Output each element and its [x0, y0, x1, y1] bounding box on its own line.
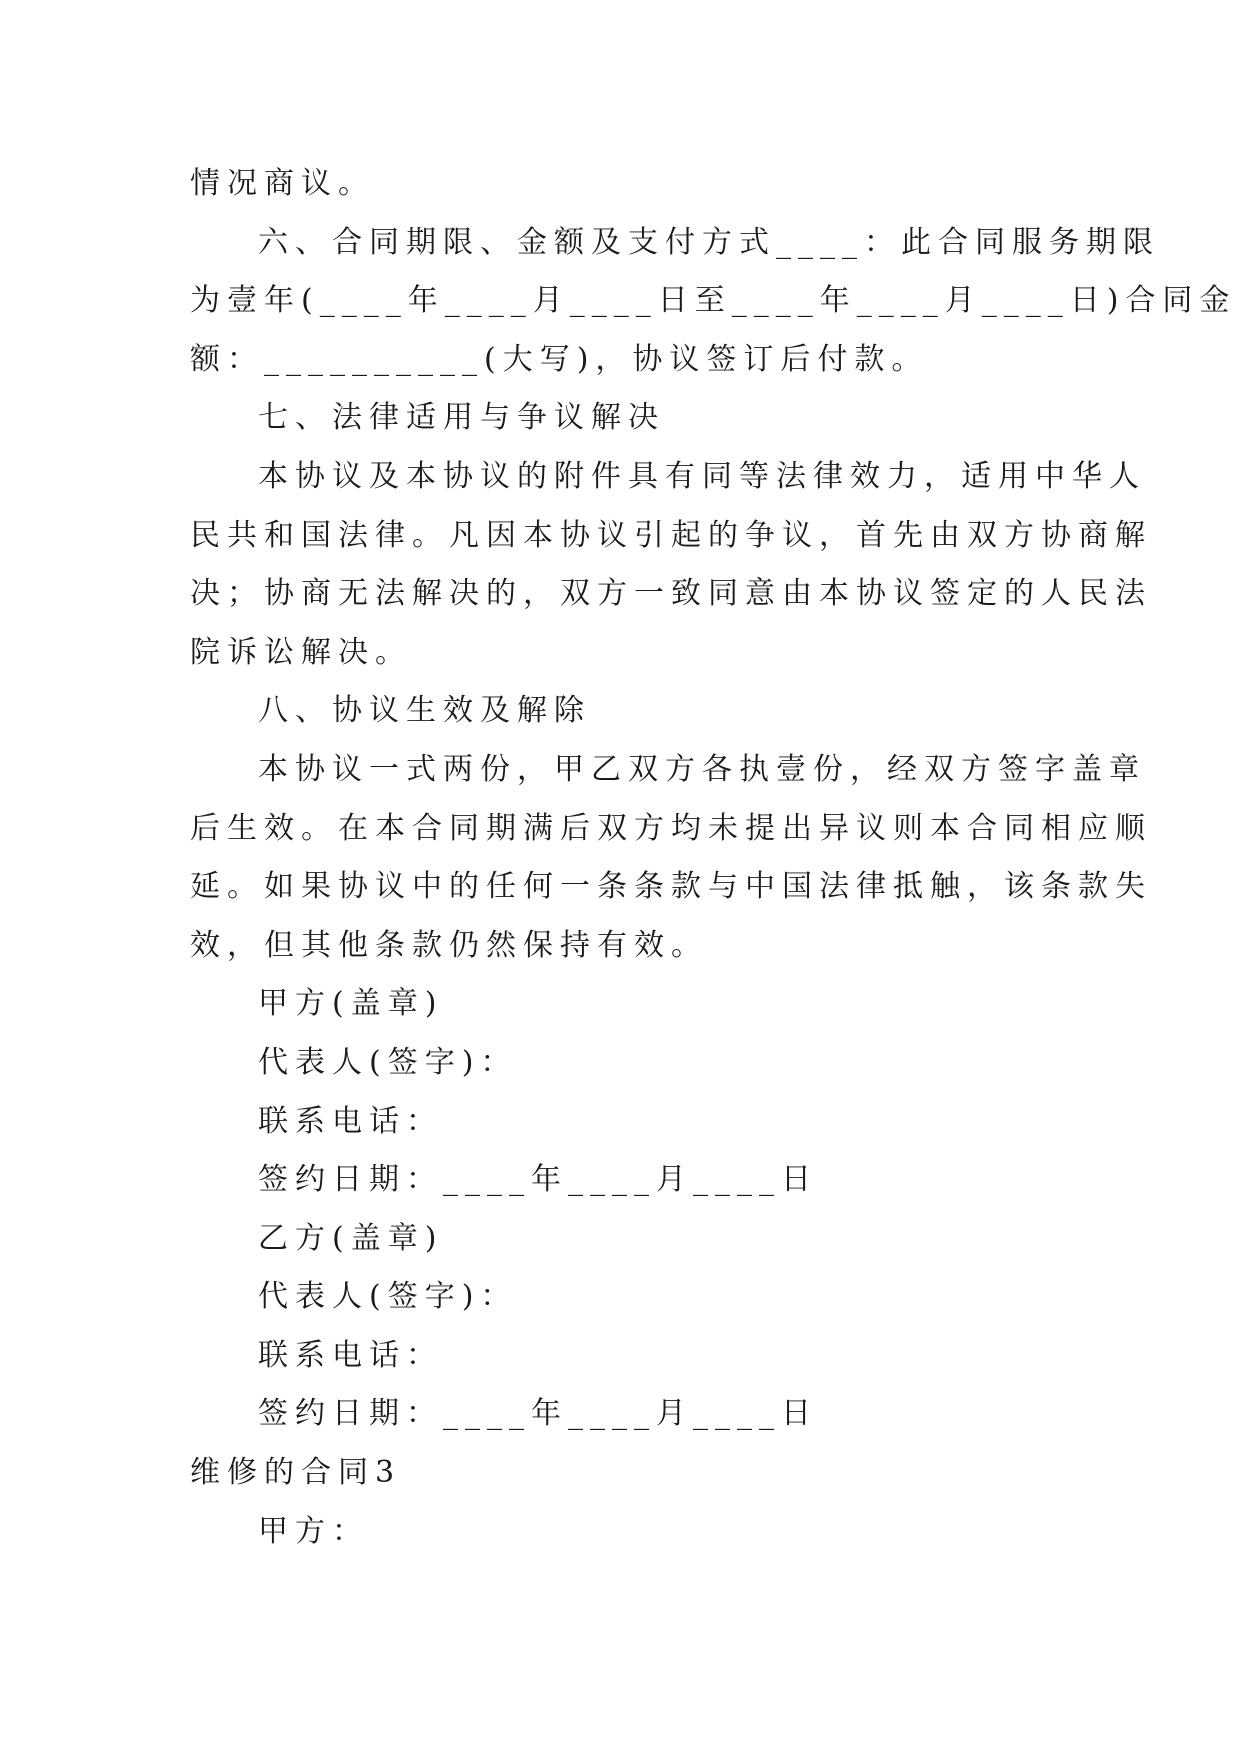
party-b-sign-date: 签约日期：____年____月____日: [258, 1396, 818, 1432]
party-b-representative: 代表人(签字)：: [258, 1279, 518, 1315]
party-a-label: 甲方：: [258, 1513, 369, 1549]
text-line: 六、合同期限、金额及支付方式____：此合同服务期限: [258, 224, 1160, 260]
text-line: 决；协商无法解决的，双方一致同意由本协议签定的人民法: [190, 576, 1152, 612]
text-line: 情况商议。: [190, 166, 375, 201]
text-line: 民共和国法律。凡因本协议引起的争议，首先由双方协商解: [190, 517, 1152, 553]
text-line: 效，但其他条款仍然保持有效。: [190, 927, 708, 963]
text-line: 为壹年(____年____月____日至____年____月____日)合同金: [190, 283, 1237, 319]
contract-title: 维修的合同3: [190, 1455, 402, 1491]
text-line: 额：__________(大写)，协议签订后付款。: [190, 341, 929, 377]
section-heading: 七、法律适用与争议解决: [258, 400, 665, 436]
text-line: 院诉讼解决。: [190, 634, 412, 670]
text-line: 本协议一式两份，甲乙双方各执壹份，经双方签字盖章: [258, 751, 1146, 787]
party-a-seal: 甲方(盖章): [258, 986, 444, 1022]
document-page: [190, 155, 1237, 1561]
text-line: 后生效。在本合同期满后双方均未提出异议则本合同相应顺: [190, 810, 1152, 846]
party-a-representative: 代表人(签字)：: [258, 1044, 518, 1080]
section-heading: 八、协议生效及解除: [258, 693, 591, 729]
party-b-seal: 乙方(盖章): [258, 1220, 444, 1256]
party-a-phone: 联系电话：: [258, 1103, 443, 1139]
text-line: 本协议及本协议的附件具有同等法律效力，适用中华人: [258, 458, 1146, 494]
text-line: 延。如果协议中的任何一条条款与中国法律抵触，该条款失: [190, 869, 1152, 905]
party-a-sign-date: 签约日期：____年____月____日: [258, 1162, 818, 1198]
party-b-phone: 联系电话：: [258, 1337, 443, 1373]
